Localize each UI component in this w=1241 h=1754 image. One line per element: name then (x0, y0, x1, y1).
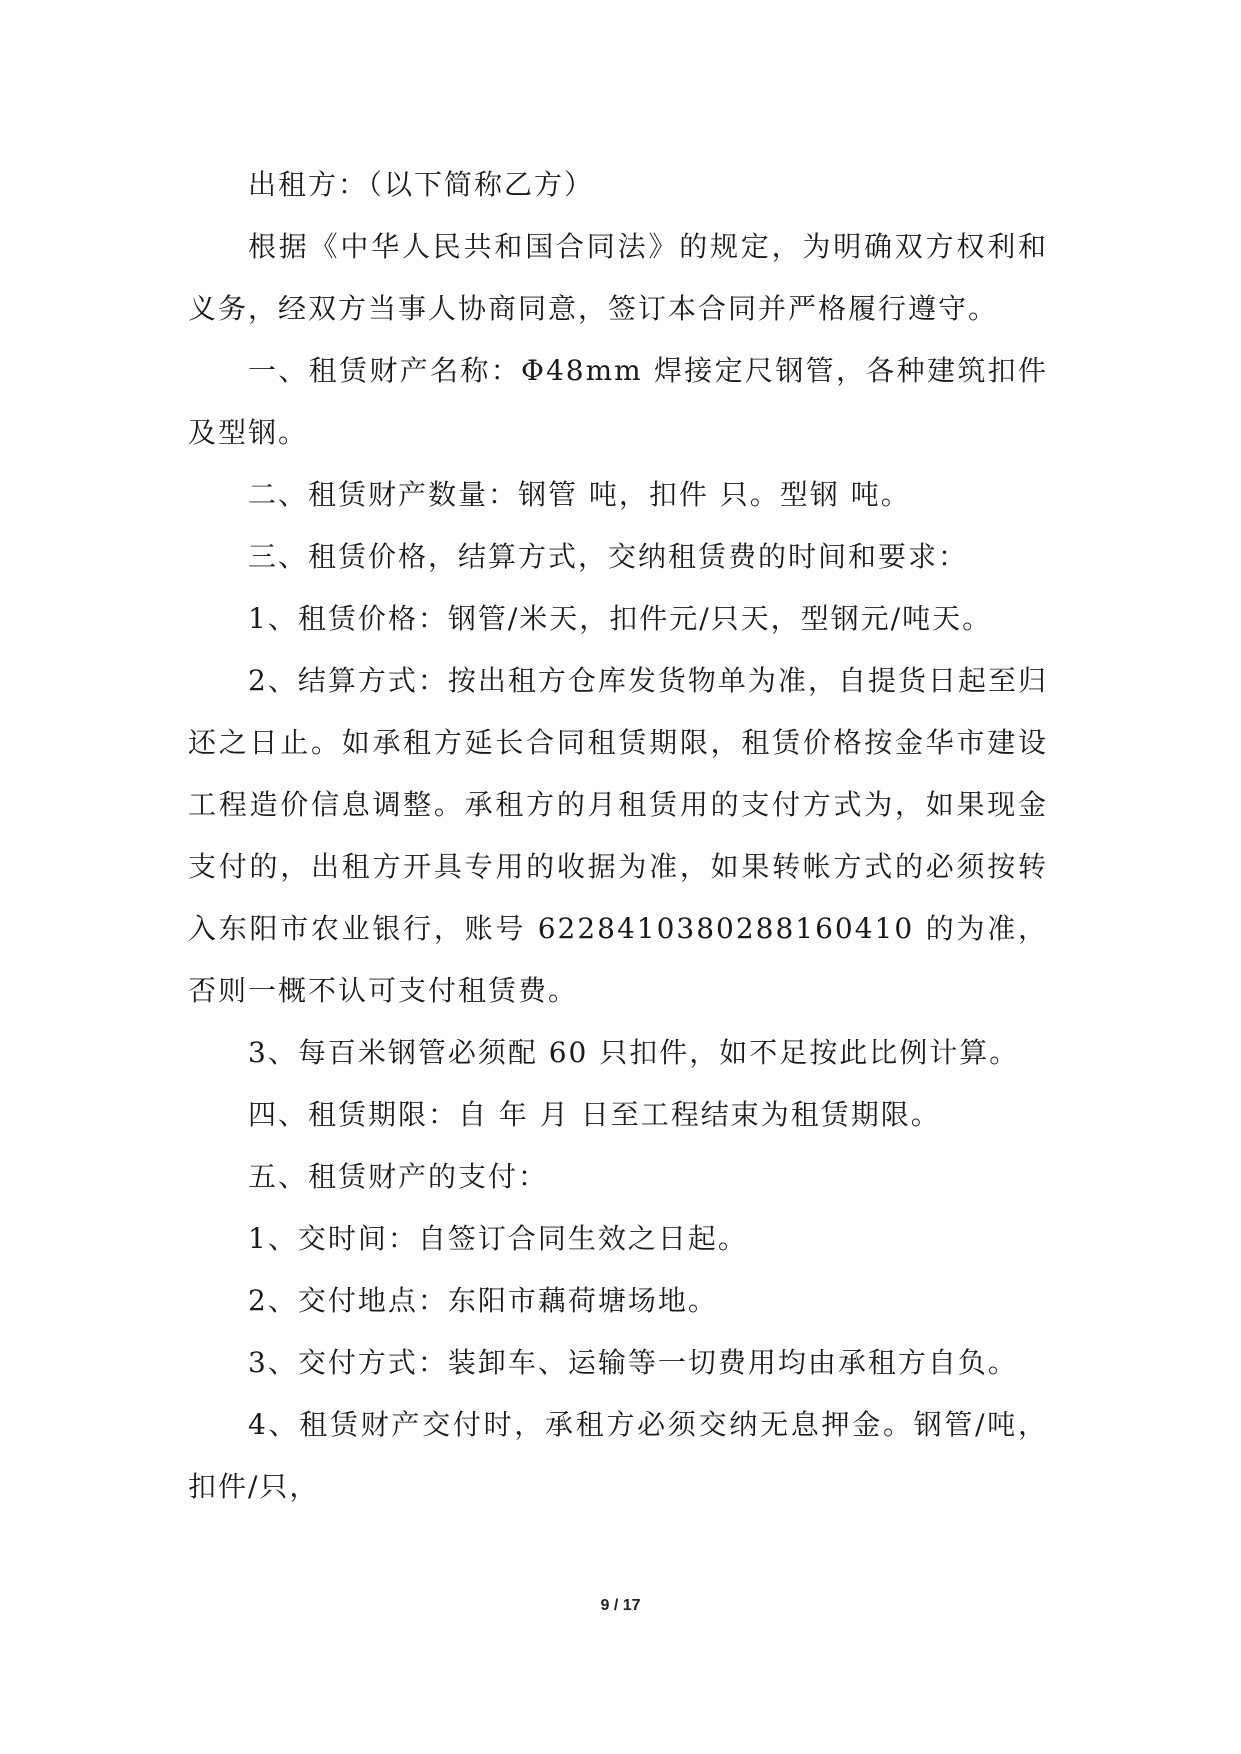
paragraph-settlement: 2、结算方式：按出租方仓库发货物单为准，自提货日起至归还之日止。如承租方延长合同租赁期限，租赁价格按金华市建设工程造价信息调整。承租方的月租赁用的支付方式为，如果现金支付的，出租方开具专用的收据为准，如果转帐方式的必须按转入东阳市农业银行，账号 6228410380288160410 的为准，否则一概不认可支付租赁费。 (188, 664, 1048, 1007)
paragraph-rental-price: 1、租赁价格：钢管/米天，扣件元/只天，型钢元/吨天。 (248, 602, 993, 635)
paragraph-property-name: 一、租赁财产名称：Φ48mm 焊接定尺钢管，各种建筑扣件及型钢。 (188, 354, 1048, 449)
paragraph-delivery-heading: 五、租赁财产的支付： (248, 1160, 549, 1193)
paragraph-fastener-ratio: 3、每百米钢管必须配 60 只扣件，如不足按此比例计算。 (248, 1036, 1020, 1069)
paragraph-delivery-method: 3、交付方式：装卸车、运输等一切费用均由承租方自负。 (248, 1346, 1018, 1379)
paragraph-delivery-time: 1、交时间：自签订合同生效之日起。 (248, 1222, 748, 1255)
paragraph-lease-term: 四、租赁期限：自 年 月 日至工程结束为租赁期限。 (248, 1098, 941, 1131)
paragraph-lessor: 出租方：（以下简称乙方） (248, 168, 595, 201)
page-number: 9 / 17 (600, 1597, 641, 1614)
paragraph-property-quantity: 二、租赁财产数量：钢管 吨，扣件 只。型钢 吨。 (248, 478, 911, 511)
paragraph-preamble: 根据《中华人民共和国合同法》的规定，为明确双方权利和义务，经双方当事人协商同意，签订本合同并严格履行遵守。 (188, 230, 1048, 325)
contract-body (188, 154, 1048, 1518)
paragraph-price-heading: 三、租赁价格，结算方式，交纳租赁费的时间和要求： (248, 540, 969, 573)
paragraph-delivery-place: 2、交付地点：东阳市藕荷塘场地。 (248, 1284, 718, 1317)
paragraph-deposit: 4、租赁财产交付时，承租方必须交纳无息押金。钢管/吨，扣件/只， (188, 1408, 1048, 1503)
